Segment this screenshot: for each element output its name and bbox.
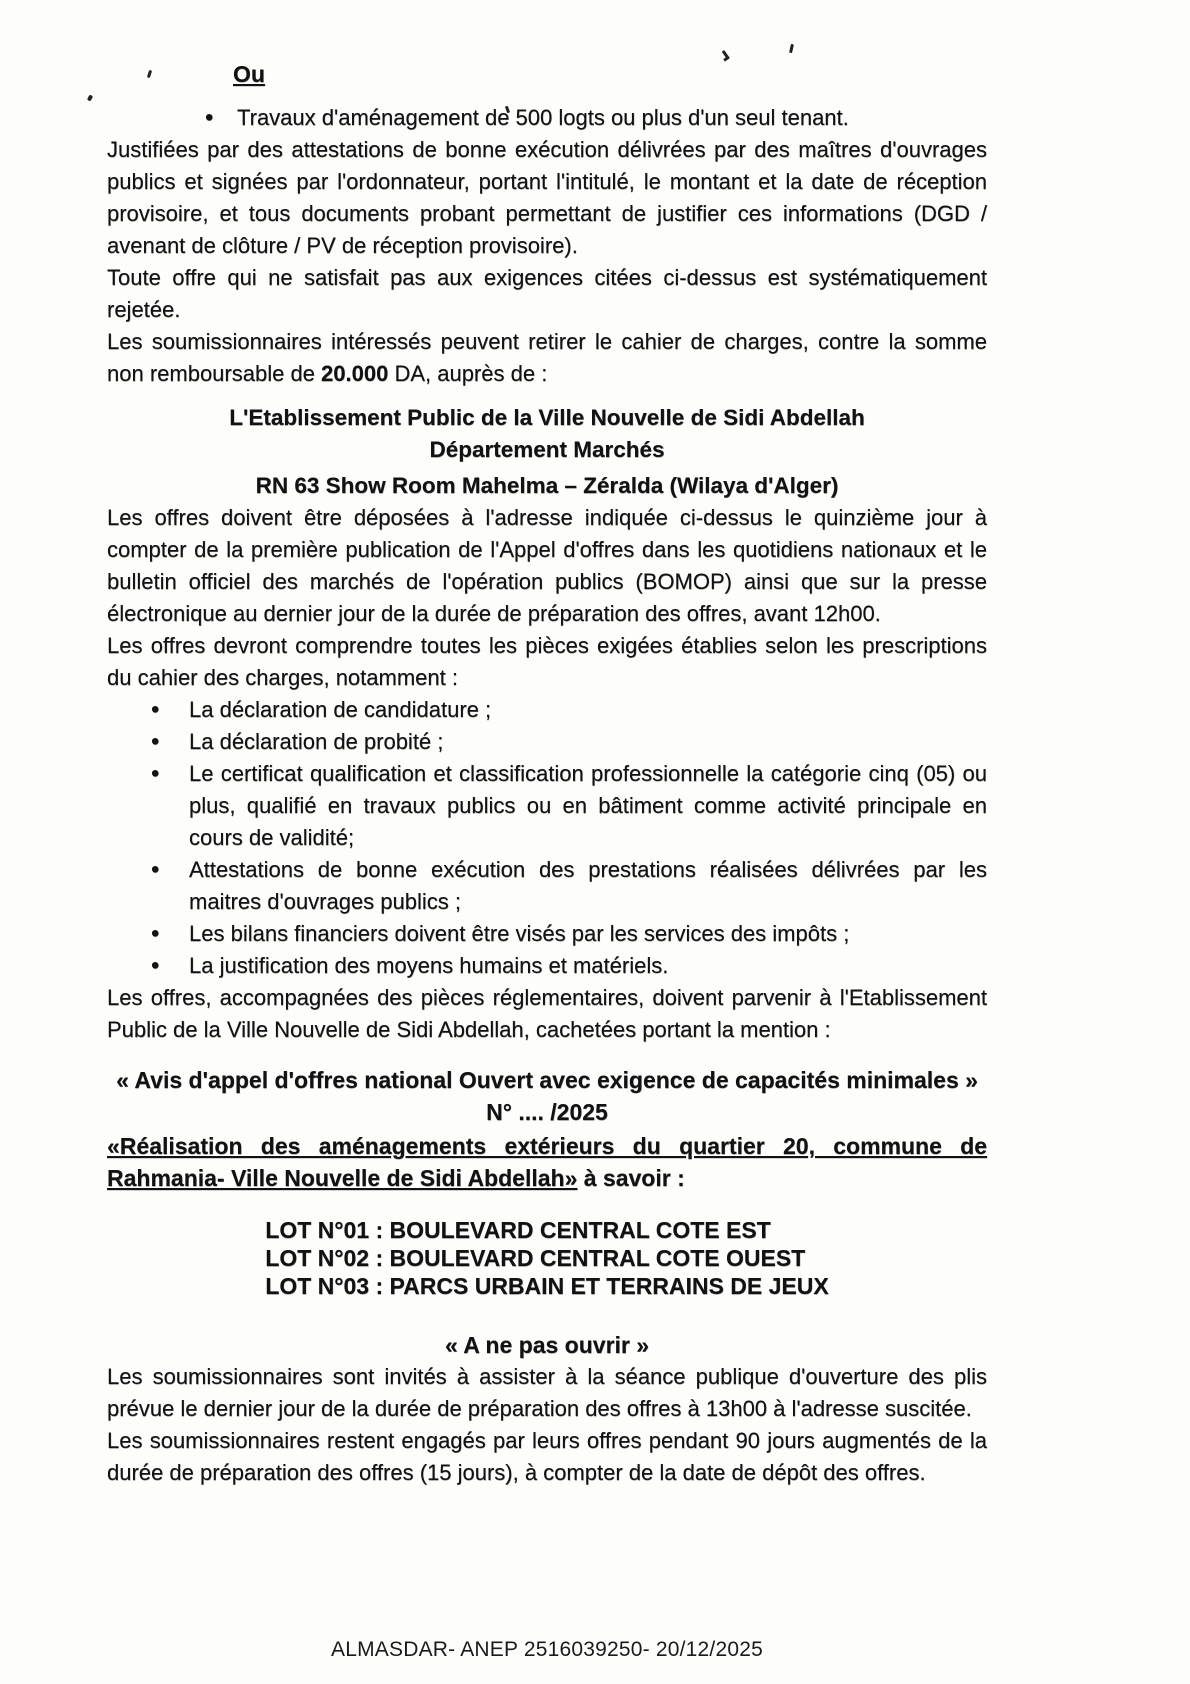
avis-title: « Avis d'appel d'offres national Ouvert avec exigence de capacités minimales »: [116, 1067, 978, 1093]
paragraph-mention: Les offres, accompagnées des pièces réglementaires, doivent parvenir à l'Etablissement Public de la Ville Nouvelle de Sidi Abdellah, cachetées portant la mention :: [107, 985, 987, 1042]
project-title-line2-underlined: Rahmania- Ville Nouvelle de Sidi Abdellah»: [107, 1165, 578, 1191]
document-body: [107, 58, 987, 1489]
retrait-text-post: DA, auprès de :: [388, 361, 548, 386]
lots-list: [265, 1216, 828, 1300]
paragraph-rejet: Toute offre qui ne satisfait pas aux exigences citées ci-dessus est systématiquement rejetée.: [107, 265, 987, 322]
list-item: • Travaux d'aménagement de 500 logts ou plus d'un seul tenant.: [107, 102, 987, 134]
retrait-text-pre: Les soumissionnaires intéressés peuvent retirer le cahier de charges, contre la somme non remboursable de: [107, 329, 987, 386]
organisation-location: RN 63 Show Room Mahelma – Zéralda (Wilaya d'Alger): [255, 473, 839, 498]
lot-line: LOT N°02 : BOULEVARD CENTRAL COTE OUEST: [265, 1245, 806, 1271]
ou-heading: Ou: [233, 61, 265, 87]
project-title-line2-suffix: à savoir :: [577, 1165, 685, 1191]
list-item: • Le certificat qualification et classification professionnelle la catégorie cinq (05) ou plus, qualifié en travaux publics ou en bâtiment comme activité principale en cours de validité;: [107, 758, 987, 854]
paragraph-depot: Les offres doivent être déposées à l'adresse indiquée ci-dessus le quinzième jour à compter de la première publication de l'Appel d'offres dans les quotidiens nationaux et le bulletin officiel des marchés de l'opération publics (BOMOP) ainsi que sur la presse électronique au dernier jour de la durée de préparation des offres, avant 12h00.: [107, 505, 987, 626]
retrait-amount: 20.000: [321, 361, 389, 386]
paragraph-pieces: Les offres devront comprendre toutes les pièces exigées établies selon les prescriptions du cahier des charges, notamment :: [107, 633, 987, 690]
avis-number: N° .... /2025: [486, 1099, 608, 1125]
anep-footer: ALMASDAR- ANEP 2516039250- 20/12/2025: [331, 1638, 763, 1661]
scan-speck-icon: [789, 44, 794, 53]
paragraph-engagement: Les soumissionnaires restent engagés par leurs offres pendant 90 jours augmentés de la durée de préparation des offres (15 jours), à compter de la date de dépôt des offres.: [107, 1428, 987, 1485]
list-item: • Attestations de bonne exécution des prestations réalisées délivrées par les maitres d'ouvrages publics ;: [107, 854, 987, 918]
organisation-address-block: [107, 402, 987, 502]
paragraph-retrait: [107, 326, 987, 390]
list-item: • Les bilans financiers doivent être visés par les services des impôts ;: [107, 918, 987, 950]
scan-speck-icon: [87, 94, 93, 101]
project-title-line2: [107, 1162, 987, 1194]
ne-pas-ouvrir-heading: « A ne pas ouvrir »: [444, 1332, 650, 1358]
project-title-line1: «Réalisation des aménagements extérieurs du quartier 20, commune de: [107, 1133, 987, 1159]
paragraph-seance: Les soumissionnaires sont invités à assister à la séance publique d'ouverture des plis prévue le dernier jour de la durée de préparation des offres à 13h00 à l'adresse suscitée.: [107, 1364, 987, 1421]
list-item: • La déclaration de candidature ;: [107, 694, 987, 726]
list-item: • La déclaration de probité ;: [107, 726, 987, 758]
organisation-name: L'Etablissement Public de la Ville Nouvelle de Sidi Abdellah: [229, 405, 865, 430]
lot-line: LOT N°01 : BOULEVARD CENTRAL COTE EST: [265, 1217, 771, 1243]
list-item: • La justification des moyens humains et matériels.: [107, 950, 987, 982]
tenant-condition-list: [107, 102, 987, 134]
paragraph-justifiees: Justifiées par des attestations de bonne exécution délivrées par des maîtres d'ouvrages publics et signées par l'ordonnateur, portant l'intitulé, le montant et la date de réception provisoire, et tous documents probant permettant de justifier ces informations (DGD / avenant de clôture / PV de réception provisoire).: [107, 137, 987, 258]
lots-block: [107, 1216, 987, 1303]
required-documents-list: [107, 694, 987, 982]
organisation-department: Département Marchés: [429, 437, 665, 462]
project-title-block: [107, 1130, 987, 1194]
lot-line: LOT N°03 : PARCS URBAIN ET TERRAINS DE JEUX: [265, 1273, 829, 1299]
